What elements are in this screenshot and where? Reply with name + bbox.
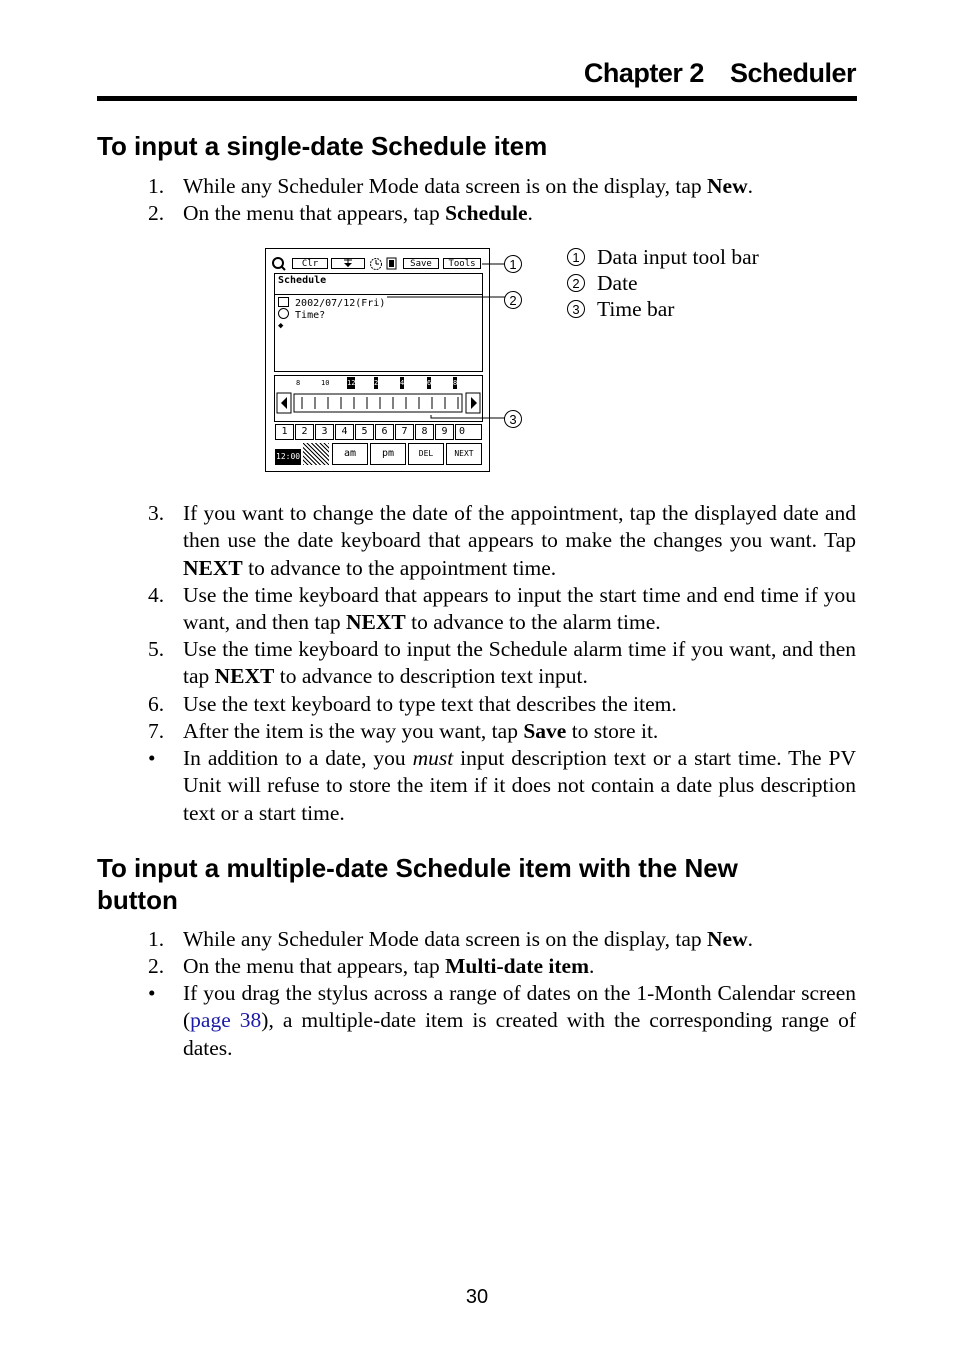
legend-label: Date (597, 271, 638, 295)
digit-key: 0 (455, 424, 482, 440)
callout-3: 3 (504, 410, 522, 428)
list-marker: 7. (148, 719, 165, 743)
list-marker: 3. (148, 501, 165, 525)
note-text-end: ), a multiple-date item is created with the corresponding range of dates. (183, 1008, 857, 1060)
list-item (148, 500, 856, 582)
step-text-end: . (747, 927, 753, 951)
date-value: 2002/07/12(Fri) (295, 298, 386, 309)
list-marker: 6. (148, 692, 165, 716)
save-button: Save (403, 258, 439, 269)
bullet: • (148, 981, 156, 1005)
callout-2: 2 (504, 291, 522, 309)
list-item (148, 926, 856, 953)
step-text: Use the time keyboard to input the Schedule alarm time if you want, and then tap (183, 637, 856, 689)
list-item (148, 582, 856, 637)
step-text: On the menu that appears, tap (183, 201, 446, 225)
hour-label: 4 (400, 379, 405, 387)
pm-key: pm (370, 443, 406, 465)
step-bold: New (707, 174, 748, 198)
hour-label: 6 (427, 379, 432, 387)
list-item (148, 953, 856, 980)
note-emphasis: must (412, 746, 454, 770)
step-text-end: . (589, 954, 595, 978)
note-text-end: input description text or a start time. The PV Unit will refuse to store the item if it does not contain a date plus description text or a start time. (183, 746, 856, 825)
list-marker: 1. (148, 174, 165, 198)
step-bold: Schedule (445, 201, 528, 225)
step-text-end: to advance to the alarm time. (405, 610, 661, 635)
step-text-end: . (527, 201, 533, 225)
legend-item (567, 270, 638, 296)
am-key: am (332, 443, 368, 465)
list-marker: 4. (148, 583, 165, 607)
alarm-icon: ◆ (278, 321, 284, 331)
step-bold: Save (523, 719, 567, 743)
list-marker: 1. (148, 927, 165, 951)
legend-number: 1 (567, 248, 585, 266)
legend-item (567, 244, 759, 270)
step-text-end: to advance to description text input. (274, 664, 588, 689)
tools-button: Tools (443, 258, 481, 269)
hour-label: 2 (374, 379, 379, 387)
hour-label: 8 (453, 379, 458, 387)
digit-key: 8 (415, 424, 434, 440)
del-key: DEL (408, 443, 444, 465)
step-text: After the item is the way you want, tap (183, 719, 524, 743)
digit-key: 5 (355, 424, 374, 440)
clr-button: Clr (292, 258, 328, 269)
page-link[interactable]: page 38 (190, 1008, 262, 1033)
chapter-title: Scheduler (729, 58, 856, 88)
list-marker: 2. (148, 954, 165, 978)
section-heading-multi-date: To input a multiple-date Schedule item with the New button (97, 853, 738, 915)
hour-label: 12 (347, 379, 356, 387)
note-item (148, 980, 856, 1062)
list-item (148, 636, 856, 691)
bullet: • (148, 746, 156, 770)
step-text: While any Scheduler Mode data screen is on the display, tap (183, 927, 707, 951)
legend-label: Time bar (597, 297, 675, 321)
schedule-title: Schedule (275, 274, 482, 295)
step-text: Use the text keyboard to type text that describes the item. (183, 692, 677, 716)
hour-label: 10 (321, 379, 330, 387)
step-text: While any Scheduler Mode data screen is on the display, tap (183, 174, 707, 198)
legend-label: Data input tool bar (597, 245, 759, 269)
digit-key: 1 (275, 424, 294, 440)
digit-key: 6 (375, 424, 394, 440)
note-text: In addition to a date, you (183, 746, 413, 770)
list-marker: 5. (148, 637, 165, 661)
chapter-label: Chapter 2 (583, 58, 704, 88)
step-text-end: to advance to the appointment time. (242, 555, 557, 580)
step-bold: NEXT (346, 610, 406, 635)
digit-key: 3 (315, 424, 334, 440)
section-heading-single-date: To input a single-date Schedule item (97, 131, 548, 161)
legend-item (567, 296, 674, 322)
step-text-end: to store it. (566, 719, 659, 743)
step-bold: NEXT (183, 555, 243, 580)
step-bold: New (707, 927, 748, 951)
digit-key: 7 (395, 424, 414, 440)
step-text-end: . (747, 174, 753, 198)
digit-key: 4 (335, 424, 354, 440)
note-item (148, 745, 856, 827)
callout-1: 1 (504, 255, 522, 273)
digit-key: 2 (295, 424, 314, 440)
note-text: If you drag the stylus across a range of dates on the 1-Month Calendar screen ( (183, 981, 856, 1033)
time-value: Time? (295, 310, 326, 321)
page-number: 30 (465, 1286, 489, 1308)
clock-key: 12:00 (275, 449, 301, 465)
next-key: NEXT (446, 443, 482, 465)
list-marker: 2. (148, 201, 165, 225)
hour-label: 8 (296, 379, 301, 387)
legend-number: 2 (567, 274, 585, 292)
list-item (148, 718, 856, 745)
step-text: On the menu that appears, tap (183, 954, 446, 978)
step-text: If you want to change the date of the appointment, tap the displayed date and then use the date keyboard that appears to make the changes you want. Tap (183, 501, 856, 553)
step-bold: NEXT (214, 664, 275, 689)
step-bold: Multi-date item (445, 954, 589, 978)
legend-number: 3 (567, 300, 585, 318)
list-item (148, 691, 856, 718)
step-text: Use the time keyboard that appears to input the start time and end time if you want, and then tap (183, 583, 856, 635)
digit-key: 9 (435, 424, 454, 440)
